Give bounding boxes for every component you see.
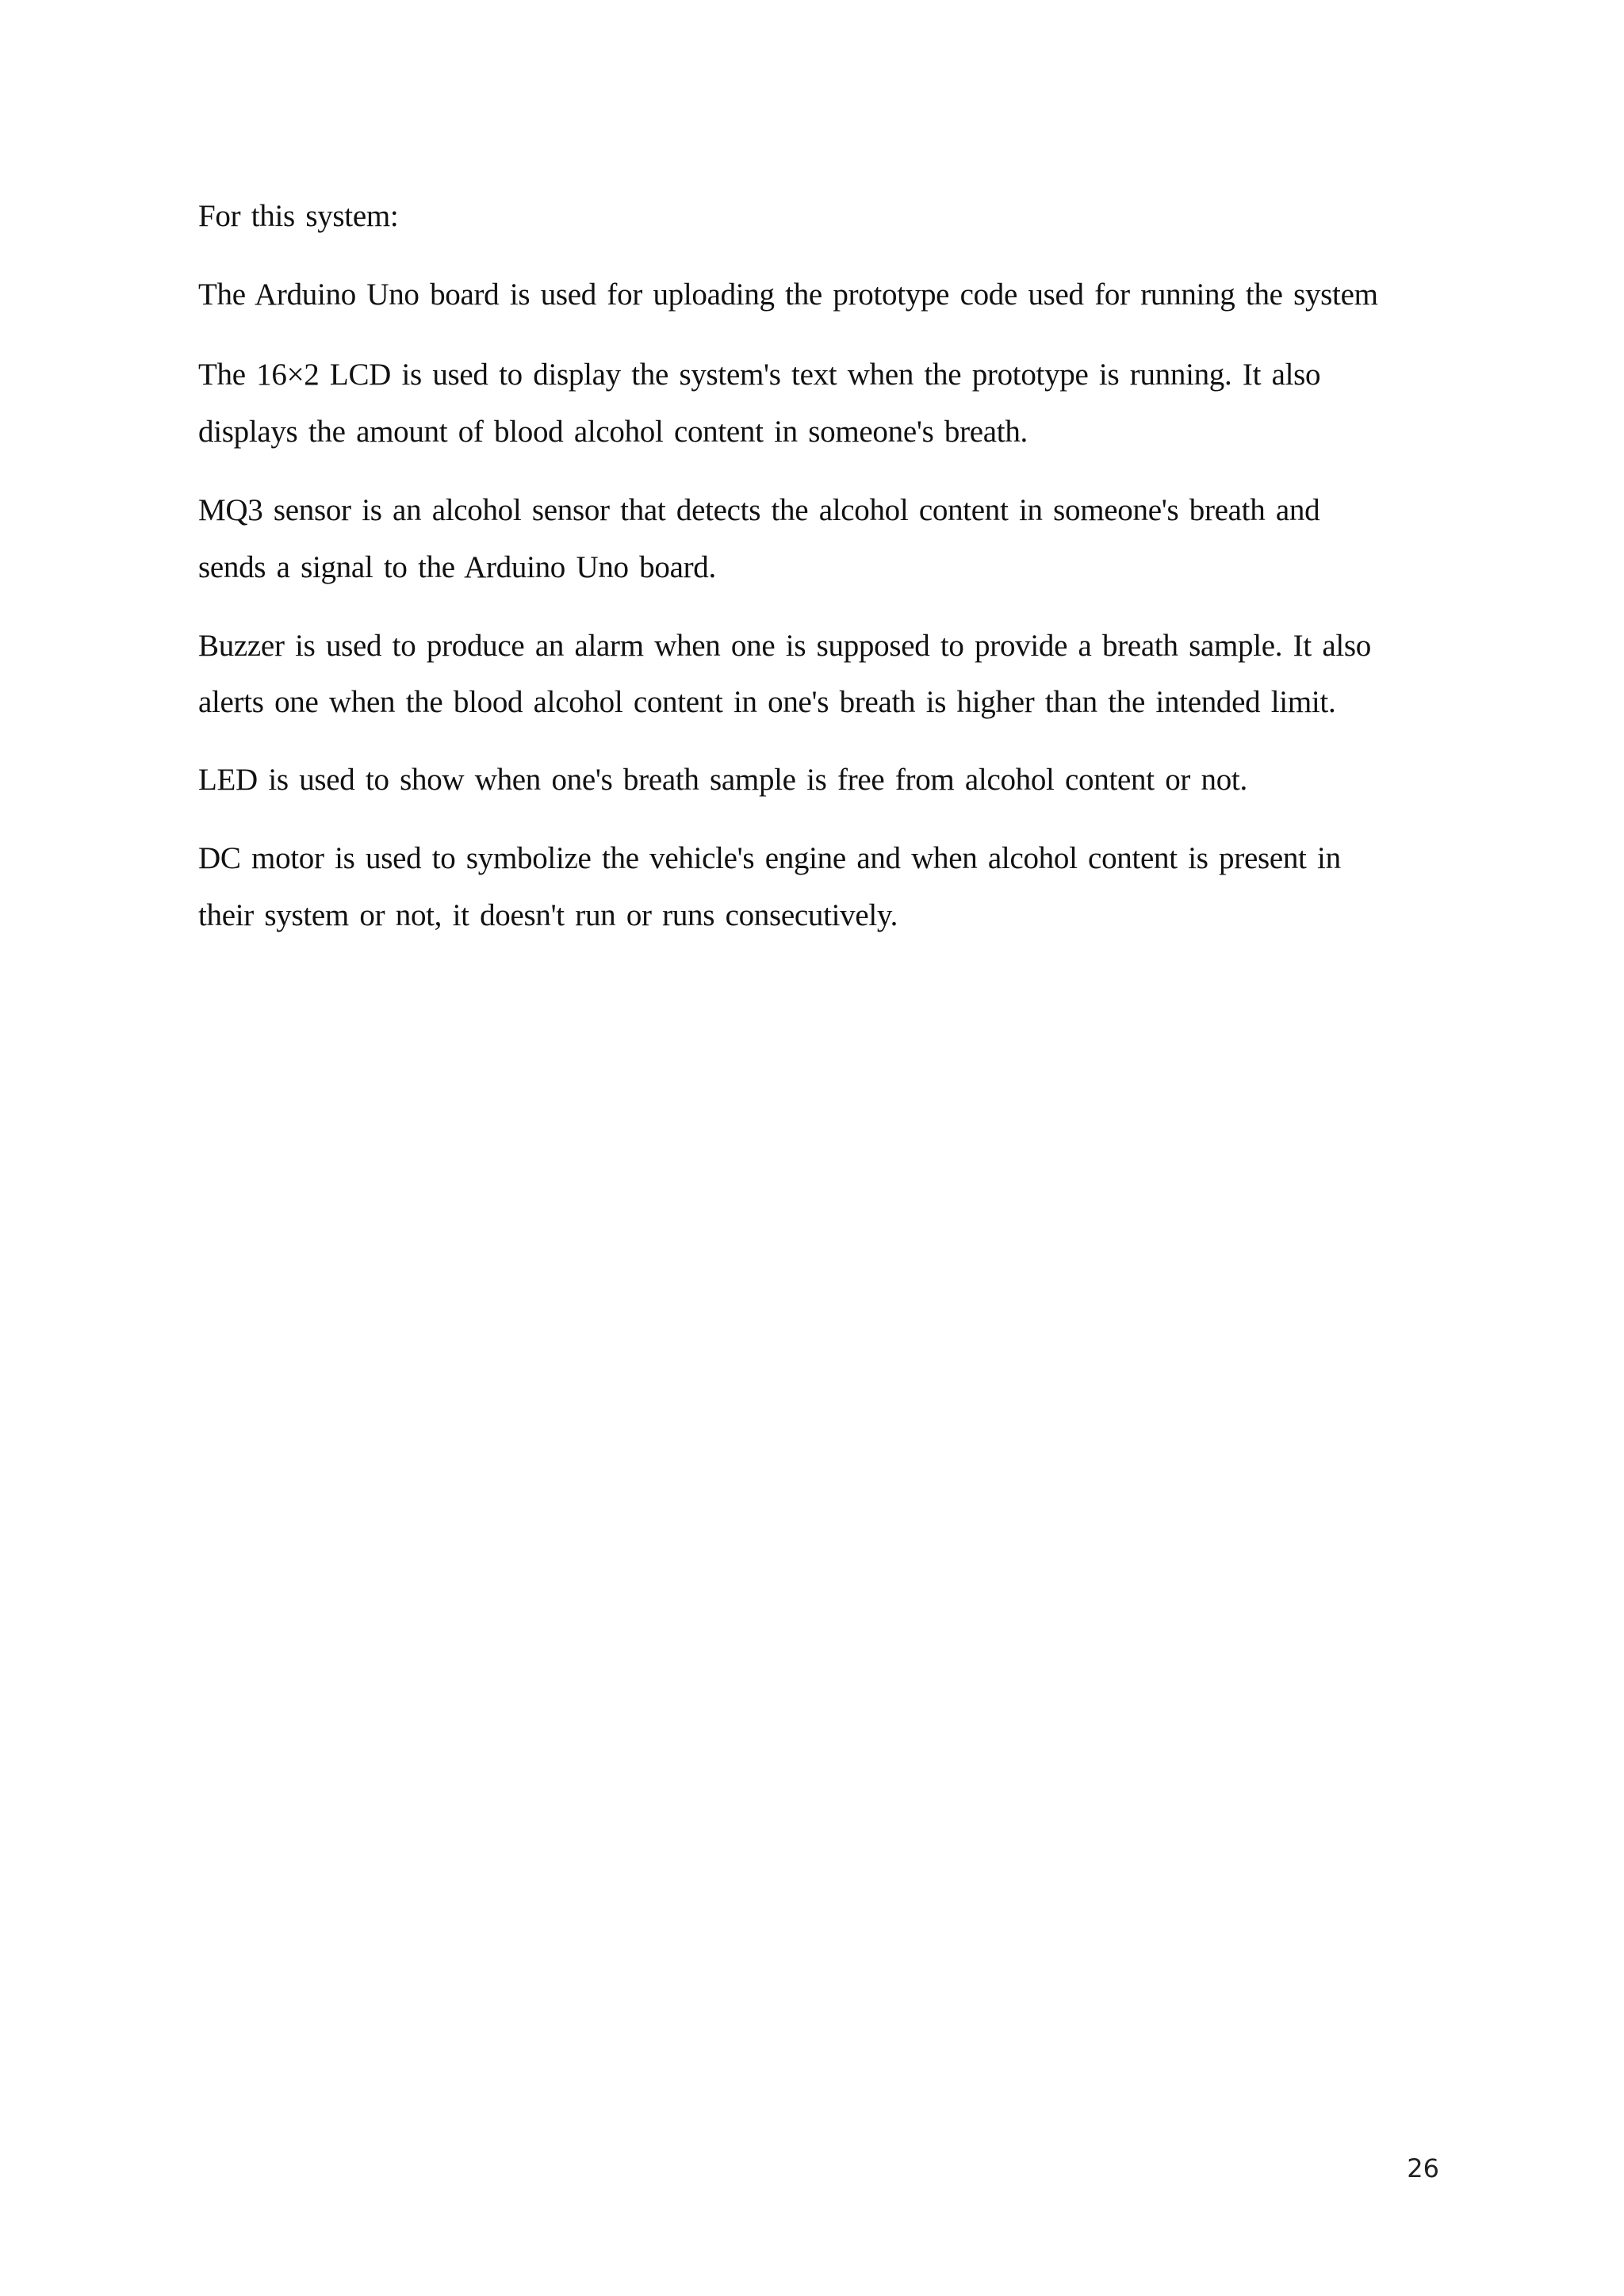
paragraph-line: The Arduino Uno board is used for uploading the prototype code used for running the system xyxy=(198,277,1378,312)
paragraph-line: Buzzer is used to produce an alarm when one is supposed to provide a breath sample. It also xyxy=(198,629,1371,663)
paragraph-line: sends a signal to the Arduino Uno board. xyxy=(198,550,716,584)
paragraph-line: LED is used to show when one's breath sample is free from alcohol content or not. xyxy=(198,763,1247,797)
paragraph-line: MQ3 sensor is an alcohol sensor that detects the alcohol content in someone's breath and xyxy=(198,493,1320,527)
paragraph-line: displays the amount of blood alcohol content in someone's breath. xyxy=(198,415,1028,449)
paragraph-line: DC motor is used to symbolize the vehicle's engine and when alcohol content is present in xyxy=(198,841,1341,875)
paragraph-line: their system or not, it doesn't run or runs consecutively. xyxy=(198,898,898,932)
page-number: 26 xyxy=(1407,2153,1439,2183)
paragraph-line: The 16×2 LCD is used to display the system's text when the prototype is running. It also xyxy=(198,358,1321,392)
paragraph-line: alerts one when the blood alcohol content in one's breath is higher than the intended limit. xyxy=(198,685,1336,719)
intro-text: For this system: xyxy=(198,199,399,233)
